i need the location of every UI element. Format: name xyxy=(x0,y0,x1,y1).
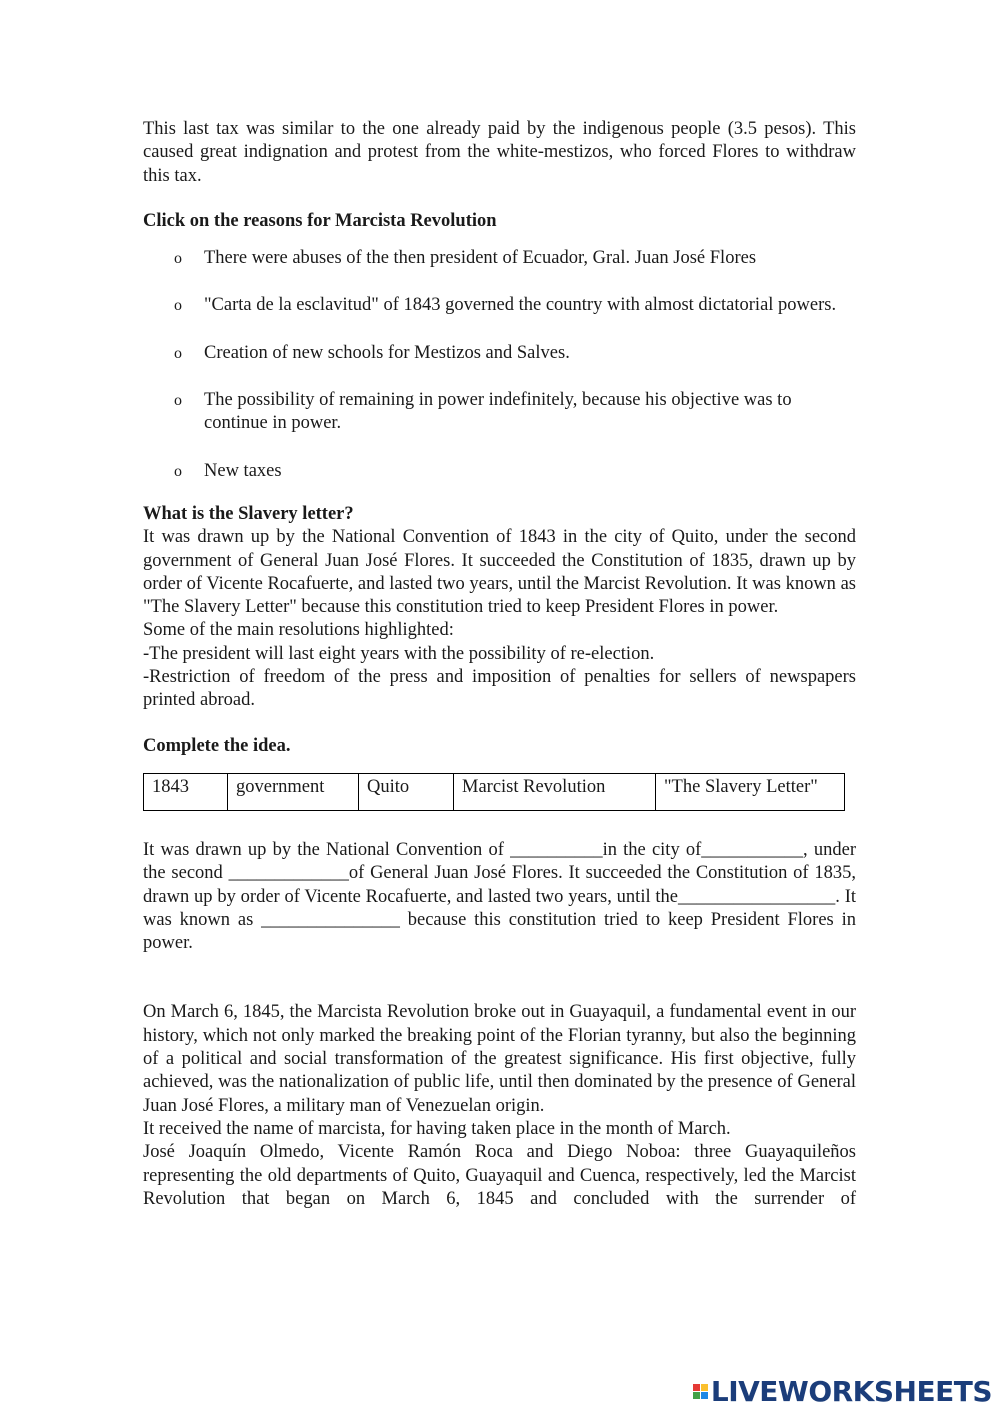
logo-square-green xyxy=(693,1392,700,1399)
radio-bullet-icon[interactable]: o xyxy=(174,250,182,268)
word-bank-cell[interactable]: 1843 xyxy=(144,773,228,810)
reason-option-text: Creation of new schools for Mestizos and Salves. xyxy=(204,342,570,363)
fill-in-blank-paragraph[interactable]: It was drawn up by the National Convention of __________in the city of___________, under the second _____________of General Juan José Flores. It succeeded the Constitution of 1835, drawn up by order of Vicente Rocafuerte, and lasted two years, until the_________________. It was known as _______________ because this constitution tried to keep President Flores in power. xyxy=(143,839,856,954)
intro-paragraph: This last tax was similar to the one already paid by the indigenous people (3.5 pesos). This caused great indignation and protest from the white-mestizos, who forced Flores to withdraw this tax. xyxy=(143,119,856,186)
name-origin-line: It received the name of marcista, for having taken place in the month of March. xyxy=(143,1118,731,1139)
reason-option-text: "Carta de la esclavitud" of 1843 governed the country with almost dictatorial powers. xyxy=(204,295,837,316)
resolutions-intro: Some of the main resolutions highlighted: xyxy=(143,620,454,641)
resolution-item: -The president will last eight years with the possibility of re-election. xyxy=(143,643,655,664)
worksheet-page xyxy=(143,118,856,1211)
logo-square-red xyxy=(693,1384,700,1391)
reason-option-text: There were abuses of the then president of Ecuador, Gral. Juan José Flores xyxy=(204,248,757,269)
word-bank-cell[interactable]: Quito xyxy=(359,773,454,810)
complete-idea-heading: Complete the idea. xyxy=(143,735,291,756)
word-bank-cell[interactable]: "The Slavery Letter" xyxy=(656,773,845,810)
logo-grid-icon xyxy=(693,1384,708,1399)
logo-square-blue xyxy=(701,1392,708,1399)
reason-option[interactable] xyxy=(174,294,856,317)
reason-option[interactable] xyxy=(174,342,856,365)
radio-bullet-icon[interactable]: o xyxy=(174,392,182,410)
reason-option-text: The possibility of remaining in power indefinitely, because his objective was to continue in power. xyxy=(204,390,792,434)
resolution-item: -Restriction of freedom of the press and imposition of penalties for sellers of newspapers printed abroad. xyxy=(143,667,856,711)
revolution-paragraph: On March 6, 1845, the Marcista Revolution broke out in Guayaquil, a fundamental event in our history, which not only marked the breaking point of the Florian tyranny, but also the beginning of a political and social transformation of the greatest significance. His first objective, fully achieved, was the nationalization of public life, until then dominated by the presence of General Juan José Flores, a military man of Venezuelan origin. xyxy=(143,1002,856,1116)
logo-text: LIVEWORKSHEETS xyxy=(710,1374,992,1408)
leaders-paragraph: José Joaquín Olmedo, Vicente Ramón Roca and Diego Noboa: three Guayaquileños representing the old departments of Quito, Guayaquil and Cuenca, respectively, led the Marcist Revolution that began on March 6, 1845 and concluded with the surrender of xyxy=(143,1142,856,1209)
slavery-letter-heading: What is the Slavery letter? xyxy=(143,503,354,524)
logo-square-yellow xyxy=(701,1384,708,1391)
reason-option[interactable] xyxy=(174,389,856,436)
slavery-letter-paragraph: It was drawn up by the National Convention of 1843 in the city of Quito, under the second government of General Juan José Flores. It succeeded the Constitution of 1835, drawn up by order of Vicente Rocafuerte, and lasted two years, until the Marcist Revolution. It was known as "The Slavery Letter" because this constitution tried to keep President Flores in power. xyxy=(143,527,856,618)
reasons-heading: Click on the reasons for Marcista Revolution xyxy=(143,210,497,231)
reason-option[interactable] xyxy=(174,247,856,270)
radio-bullet-icon[interactable]: o xyxy=(174,462,182,480)
reason-option-text: New taxes xyxy=(204,460,282,481)
liveworksheets-logo xyxy=(693,1376,992,1406)
word-bank-table xyxy=(143,773,845,811)
reasons-options-list xyxy=(174,247,856,483)
radio-bullet-icon[interactable]: o xyxy=(174,344,182,362)
radio-bullet-icon[interactable]: o xyxy=(174,297,182,315)
word-bank-cell[interactable]: government xyxy=(228,773,359,810)
word-bank-cell[interactable]: Marcist Revolution xyxy=(454,773,656,810)
reason-option[interactable] xyxy=(174,460,856,483)
